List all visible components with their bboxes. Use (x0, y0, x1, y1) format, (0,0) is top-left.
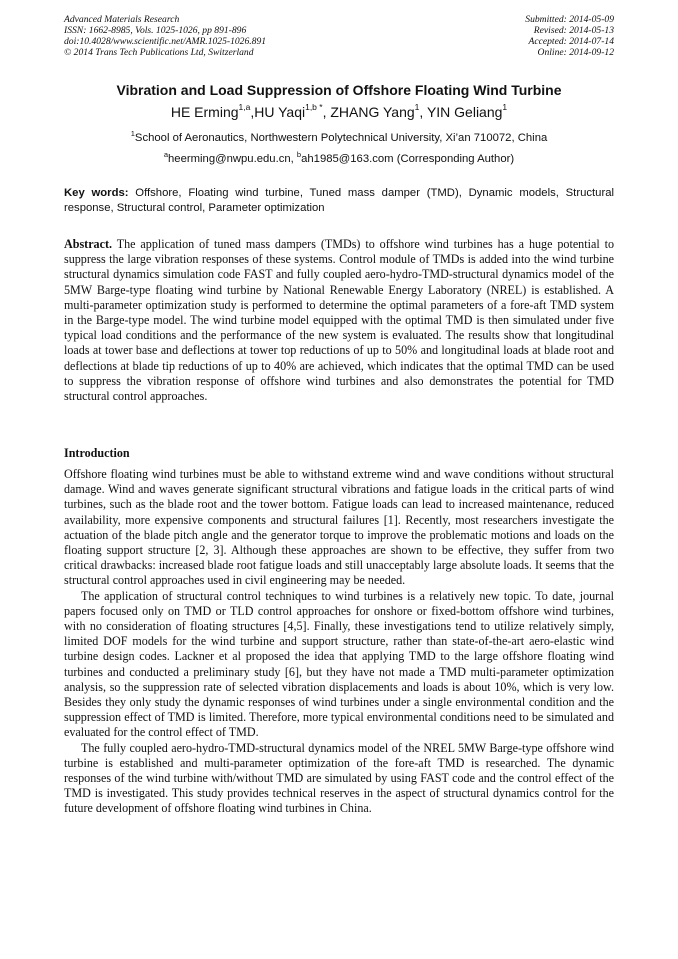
paragraph: The fully coupled aero-hydro-TMD-structural dynamics model of the NREL 5MW Barge-type offshore wind turbine is established and multi-parameter optimization of the fore-aft TMD is researched. The dynamic responses of the wind turbine with/without TMD are simulated by using FAST code and the control effect of the TMD is investigated. This study provides technical reserves in the aspect of structural dynamics control for the future development of offshore floating wind turbines in China. (64, 740, 614, 816)
keywords-text: Offshore, Floating wind turbine, Tuned mass damper (TMD), Dynamic models, Structural response, Structural control, Parameter optimization (64, 187, 614, 214)
paragraph: The application of structural control techniques to wind turbines is a relatively new topic. To date, journal papers focused only on TMD or TLD control approaches for onshore or fixed-bottom offshore wind turbines, with no consideration of floating structures [4,5]. Finally, these investigations tend to utilize relatively simply, limited DOF models for the wind turbine and support structure, rather than state-of-the-art aero-elastic wind turbine design codes. Lackner et al proposed the idea that applying TMD to the large offshore floating wind turbines and conducted a preliminary study [6], but they have not made a TMD multi-parameter optimization analysis, so the suppression rate of selected vibration displacements and loads is about 10%, which is very low. Besides they only study the dynamic responses of wind turbines under a single environmental condition and the suppression effect of TMD is limited. Therefore, more typical environmental conditions need to be simulated and evaluated for the control effect of TMD. (64, 588, 614, 740)
author-affiliation-mark: 1,a (238, 102, 251, 112)
email-b: ah1985@163.com (Corresponding Author) (301, 153, 515, 165)
section-heading-introduction: Introduction (64, 446, 130, 460)
affiliation (40, 131, 638, 145)
author-emails (40, 152, 638, 166)
introduction-body (64, 467, 614, 817)
email-a: heerming@nwpu.edu.cn, (168, 153, 297, 165)
submitted-date: Submitted: 2014-05-09 (525, 14, 614, 25)
paragraph: Offshore floating wind turbines must be able to withstand extreme wind and wave conditions without structural damage. Wind and waves generate significant structural vibrations and fatigue loads in the critical parts of wind turbines, such as the blade root and the tower bottom. Fatigue loads can lead to increased maintenance, reduced availability, more expensive components and structural failures [1]. Recently, most researchers investigate the actuation of the blade pitch angle and the generator torque to improve the problematic motions and loads on the floating support structure [2, 3]. Although these approaches are shown to be effective, they suffer from two critical drawbacks: increased blade root fatigue loads and still unacceptably large absolute loads. It seems that the structural control approaches used in civil engineering may be needed. (64, 467, 614, 588)
abstract (64, 237, 614, 404)
author-separator: , (250, 104, 255, 120)
online-date: Online: 2014-09-12 (537, 47, 614, 58)
email-mark-b: b (296, 150, 302, 159)
author-affiliation-mark: 1 (502, 102, 508, 112)
author-name: HE Erming (170, 104, 239, 120)
paper-title: Vibration and Load Suppression of Offshore Floating Wind Turbine (116, 82, 562, 98)
journal-name: Advanced Materials Research (64, 14, 180, 25)
affiliation-mark: 1 (130, 129, 135, 138)
author-separator: , (322, 104, 331, 120)
revised-date: Revised: 2014-05-13 (533, 25, 614, 36)
submission-dates (525, 14, 614, 58)
journal-info (64, 14, 266, 58)
email-mark-a: a (163, 150, 169, 159)
journal-header (64, 14, 614, 58)
abstract-label: Abstract. (64, 237, 113, 251)
copyright-line: © 2014 Trans Tech Publications Ltd, Switzerland (64, 47, 254, 58)
issn-line: ISSN: 1662-8985, Vols. 1025-1026, pp 891-896 (64, 25, 247, 36)
author-name: HU Yaqi (254, 104, 306, 120)
accepted-date: Accepted: 2014-07-14 (528, 36, 614, 47)
author-name: ZHANG Yang (330, 104, 415, 120)
author-affiliation-mark: 1,b * (305, 102, 323, 112)
affiliation-text: School of Aeronautics, Northwestern Polytechnical University, Xi’an 710072, China (134, 132, 548, 144)
author-list (40, 104, 638, 121)
author-affiliation-mark: 1 (414, 102, 420, 112)
keywords-label: Key words: (64, 187, 129, 199)
abstract-text: The application of tuned mass dampers (TMDs) to offshore wind turbines has a huge potential to suppress the large vibration responses of these systems. Control module of TMDs is added into the wind turbine structural dynamics simulation code FAST and fully coupled aero-hydro-TMD-structural dynamics model of the 5MW Barge-type floating wind turbine by National Renewable Energy Laboratory (NREL) is established. A multi-parameter optimization study is performed to determine the optimal parameters of a fore-aft TMD system in the Barge-type model. The wind turbine model equipped with the optimal TMD is then simulated under five typical load conditions and the performance of the new system is evaluated. The results show that longitudinal loads at tower base and deflections at tower top reductions of up to 50% and longitudinal loads at blade root and deflections at blade tip reductions of up to 40% are achieved, which indicates that the optimal TMD can be used to suppress the vibration response of offshore wind turbines and also demonstrates the potential for TMD structural control approaches. (64, 237, 614, 404)
doi-line: doi:10.4028/www.scientific.net/AMR.1025-1026.891 (64, 36, 267, 47)
author-name: YIN Geliang (426, 104, 503, 120)
keywords (64, 186, 614, 216)
author-separator: , (419, 104, 427, 120)
